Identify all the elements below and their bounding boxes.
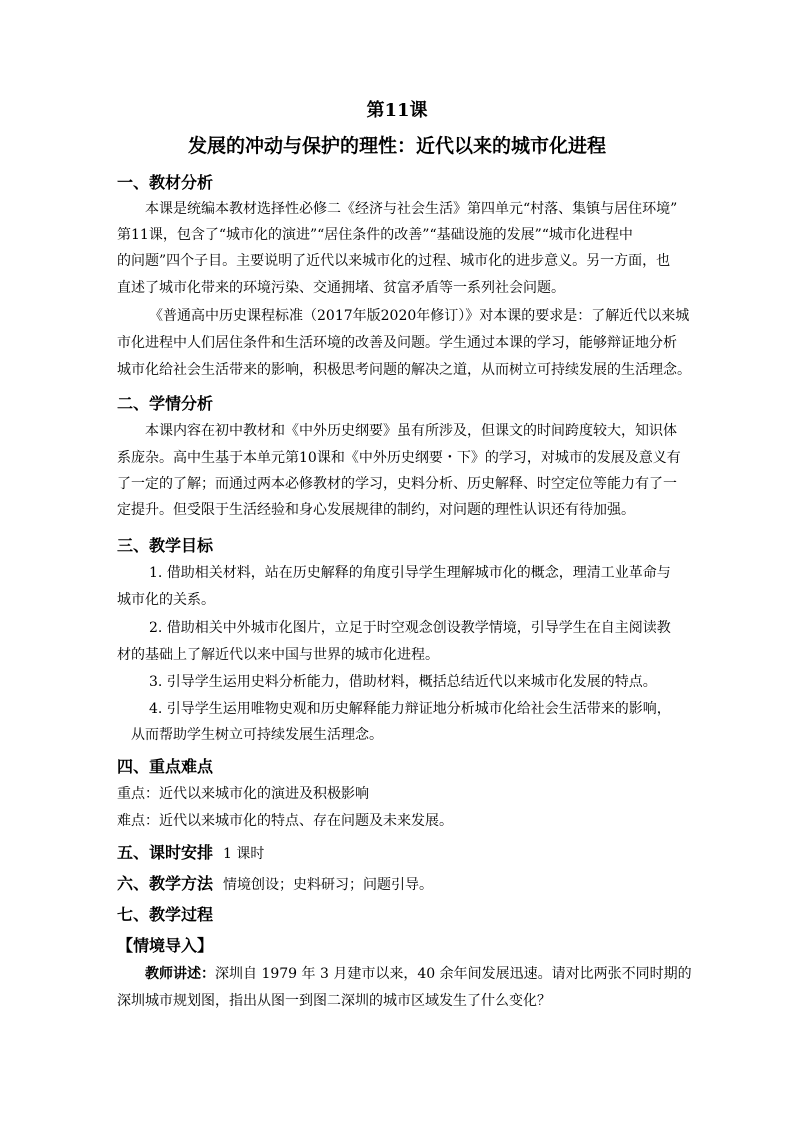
difficult-point: 难点：近代以来城市化的特点、存在问题及未来发展。 (117, 813, 453, 829)
section-heading-student-analysis: 二、学情分析 (117, 394, 214, 413)
paragraph-line: 第11课，包含了“城市化的演进”“居住条件的改善”“基础设施的发展”“城市化进程中 (117, 227, 633, 243)
paragraph-line: 定提升。但受限于生活经验和身心发展规律的制约，对问题的理性认识还有待加强。 (117, 502, 635, 518)
schedule-value: 1 课时 (223, 846, 265, 862)
methods-label: 六、教学方法 (117, 874, 214, 893)
schedule-label: 五、课时安排 (117, 843, 214, 862)
section-heading-methods (117, 871, 433, 894)
paragraph-line: 的问题”四个子目。主要说明了近代以来城市化的过程、城市化的进步意义。另一方面，也 (117, 253, 671, 269)
paragraph-line (145, 964, 692, 984)
section-heading-schedule (117, 840, 264, 863)
lesson-title: 发展的冲动与保护的理性：近代以来的城市化进程 (187, 135, 606, 157)
key-point: 重点：近代以来城市化的演进及积极影响 (117, 786, 369, 802)
paragraph-line: 本课是统编本教材选择性必修二《经济与社会生活》第四单元“村落、集镇与居住环境” (145, 201, 678, 217)
goal-item: 2. 借助相关中外城市化图片，立足于时空观念创设教学情境，引导学生在自主阅读教 (149, 620, 671, 636)
section-heading-key-points: 四、重点难点 (117, 757, 214, 776)
speaker-label: 教师讲述： (145, 966, 215, 982)
subheading-scenario-intro: 【情境导入】 (117, 936, 214, 955)
goal-item-continued: 从而帮助学生树立可持续发展生活理念。 (131, 727, 383, 743)
methods-value: 情境创设；史料研习；问题引导。 (223, 877, 434, 893)
paragraph-line: 《普通高中历史课程标准（2017年版2020年修订）》对本课的要求是：了解近代以来城 (149, 308, 690, 324)
goal-item: 4. 引导学生运用唯物史观和历史解释能力辩证地分析城市化给社会生活带来的影响， (149, 701, 671, 717)
paragraph-line: 系庞杂。高中生基于本单元第10课和《中外历史纲要・下》的学习，对城市的发展及意义有 (117, 450, 681, 466)
section-heading-teaching-goals: 三、教学目标 (117, 536, 214, 555)
paragraph-line: 深圳城市规划图，指出从图一到图二深圳的城市区域发生了什么变化？ (117, 993, 551, 1009)
goal-item: 3. 引导学生运用史料分析能力，借助材料，概括总结近代以来城市化发展的特点。 (149, 674, 657, 690)
section-heading-textbook-analysis: 一、教材分析 (117, 173, 214, 192)
paragraph-line: 城市化给社会生活带来的影响，积极思考问题的解决之道，从而树立可持续发展的生活理念。 (117, 362, 691, 378)
paragraph-line: 市化进程中人们居住条件和生活环境的改善及问题。学生通过本课的学习，能够辩证地分析 (117, 335, 677, 351)
paragraph-line: 本课内容在初中教材和《中外历史纲要》虽有所涉及，但课文的时间跨度较大，知识体 (145, 423, 677, 439)
paragraph-line: 直述了城市化带来的环境污染、交通拥堵、贫富矛盾等一系列社会问题。 (117, 280, 565, 296)
section-heading-process: 七、教学过程 (117, 905, 214, 924)
goal-item-continued: 城市化的关系。 (117, 592, 215, 608)
goal-item-continued: 材的基础上了解近代以来中国与世界的城市化进程。 (117, 647, 439, 663)
speaker-text: 深圳自 1979 年 3 月建市以来，40 余年间发展迅速。请对比两张不同时期的 (215, 966, 692, 982)
lesson-number: 第11课 (366, 100, 428, 121)
paragraph-line: 了一定的了解；而通过两本必修教材的学习，史料分析、历史解释、时空定位等能力有了一 (117, 476, 677, 492)
goal-item: 1. 借助相关材料，站在历史解释的角度引导学生理解城市化的概念，理清工业革命与 (149, 565, 671, 581)
